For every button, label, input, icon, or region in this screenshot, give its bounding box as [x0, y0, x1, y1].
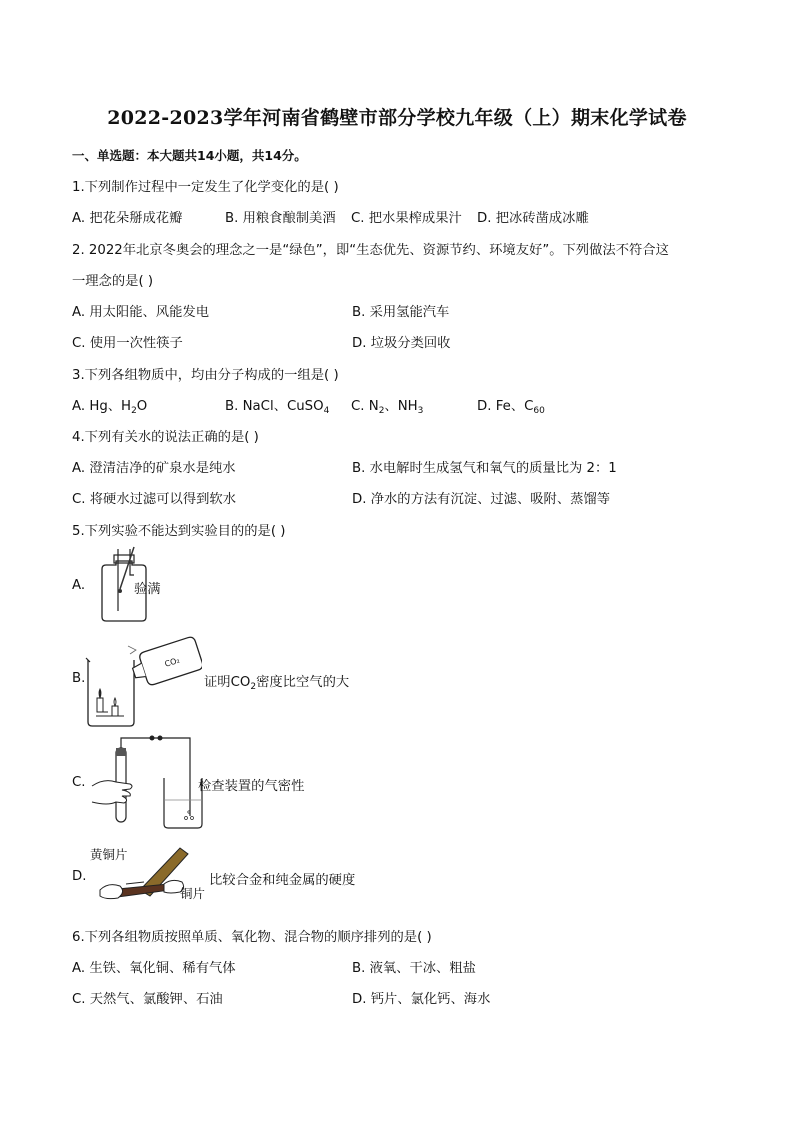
question-5-option-c-text: 检查装置的气密性	[198, 779, 305, 794]
question-2-option-b: B. 采用氢能汽车	[352, 305, 450, 320]
question-1-option-c: C. 把水果榨成果汁	[351, 211, 462, 226]
question-6-option-b: B. 液氧、干冰、粗盐	[352, 961, 476, 976]
question-3-option-c: C. $N_2$、$NH_3$	[351, 399, 424, 416]
question-1-option-b: B. 用粮食酿制美酒	[225, 211, 336, 226]
page-title: 2022-2023学年河南省鹤壁市部分学校九年级（上）期末化学试卷	[107, 107, 687, 129]
question-5-option-a-letter: A.	[72, 578, 86, 593]
question-1-option-a: A. 把花朵掰成花瓣	[72, 211, 183, 226]
question-6-option-c: C. 天然气、氯酸钾、石油	[72, 992, 223, 1007]
question-4-option-a: A. 澄清洁净的矿泉水是纯水	[72, 461, 236, 476]
question-2-option-c: C. 使用一次性筷子	[72, 336, 183, 351]
question-4-option-d: D. 净水的方法有沉淀、过滤、吸附、蒸馏等	[352, 492, 611, 507]
question-4-option-b: B. 水电解时生成氢气和氧气的质量比为 2：1	[352, 461, 617, 476]
question-3-option-a: A. Hg、$H_2O$	[72, 399, 148, 416]
question-5-stem: 5.下列实验不能达到实验目的的是( )	[72, 524, 286, 539]
question-5-option-a-text: 验满	[134, 582, 161, 597]
question-5-option-d-letter: D.	[72, 869, 87, 884]
co2-pour-figure	[82, 624, 202, 732]
question-2-stem-line-2: 一理念的是( )	[72, 274, 154, 289]
section-heading: 一、单选题：本大题共14小题，共14分。	[72, 148, 307, 163]
question-6-option-d: D. 钙片、氯化钙、海水	[352, 992, 491, 1007]
question-1-option-d: D. 把冰砖凿成冰雕	[477, 211, 589, 226]
question-2-option-a: A. 用太阳能、风能发电	[72, 305, 209, 320]
brass-sheet-label: 黄铜片	[90, 847, 128, 862]
question-2-option-d: D. 垃圾分类回收	[352, 336, 451, 351]
question-6-option-a: A. 生铁、氧化铜、稀有气体	[72, 961, 236, 976]
question-5-option-d-text: 比较合金和纯金属的硬度	[209, 873, 356, 888]
question-6-stem: 6.下列各组物质按照单质、氧化物、混合物的顺序排列的是( )	[72, 930, 432, 945]
copper-sheet-label: 铜片	[180, 886, 206, 901]
question-1-stem: 1.下列制作过程中一定发生了化学变化的是( )	[72, 180, 339, 195]
question-2-stem-line-1: 2. 2022年北京冬奥会的理念之一是“绿色”，即“生态优先、资源节约、环境友好”。下列做法不符合这	[72, 243, 669, 258]
question-4-stem: 4.下列有关水的说法正确的是( )	[72, 430, 259, 445]
question-5-option-b-letter: B.	[72, 671, 86, 686]
question-3-stem: 3.下列各组物质中，均由分子构成的一组是( )	[72, 368, 339, 383]
question-3-option-d: D. Fe、$C_{60}$	[477, 399, 545, 416]
question-3-option-b: B. NaCl、CuSO$_4$	[225, 399, 330, 416]
question-5-option-b-text: 证明$CO_2$密度比空气的大	[204, 675, 350, 692]
co2-bottle-label: CO₂	[163, 655, 181, 669]
question-4-option-c: C. 将硬水过滤可以得到软水	[72, 492, 237, 507]
airtightness-figure	[86, 732, 206, 832]
question-5-option-c-letter: C.	[72, 775, 86, 790]
